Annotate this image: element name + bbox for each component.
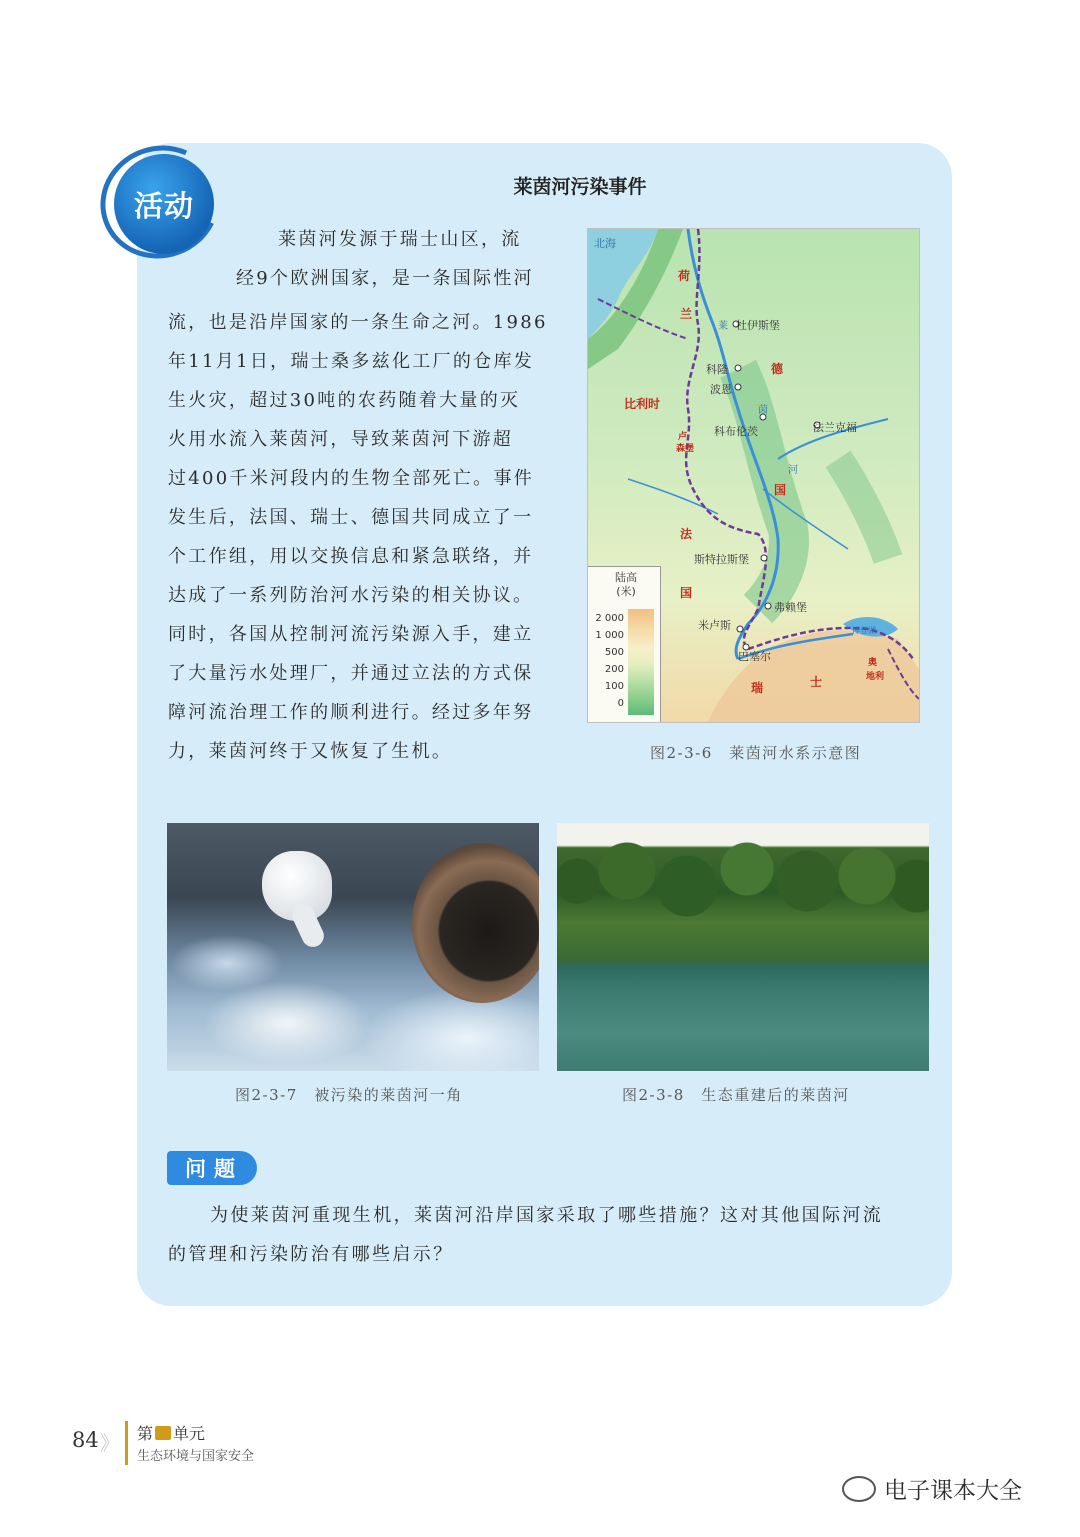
paragraph-line: 同时，各国从控制河流污染源入手，建立 xyxy=(168,624,534,645)
legend-color-bar xyxy=(628,609,654,715)
country-label: 德 xyxy=(771,362,784,376)
lake-label: 博登湖 xyxy=(852,626,876,635)
drain-pipe xyxy=(412,843,539,1003)
unit-subtitle: 生态环境与国家安全 xyxy=(137,1449,255,1464)
paragraph-line: 生火灾，超过30吨的农药随着大量的灭 xyxy=(168,390,521,411)
paragraph-line: 经9个欧洲国家，是一条国际性河 xyxy=(236,268,534,289)
country-label: 国 xyxy=(680,586,693,600)
city-label: 科布伦茨 xyxy=(714,425,758,438)
photo-caption-left: 图2-3-7 被污染的莱茵河一角 xyxy=(235,1086,463,1104)
city-label: 米卢斯 xyxy=(698,619,731,632)
paragraph-line: 达成了一系列防治河水污染的相关协议。 xyxy=(168,585,534,606)
city-label: 科隆 xyxy=(706,363,728,376)
paragraph-line: 发生后，法国、瑞士、德国共同成立了一 xyxy=(168,507,534,528)
paragraph-line: 力，莱茵河终于又恢复了生机。 xyxy=(168,741,453,762)
country-label: 兰 xyxy=(680,307,693,321)
legend-tick: 100 xyxy=(604,681,624,692)
paragraph-line: 过400千米河段内的生物全部死亡。事件 xyxy=(168,468,535,489)
activity-badge-label: 活动 xyxy=(114,154,214,254)
paragraph-line: 了大量污水处理厂，并通过立法的方式保 xyxy=(168,663,534,684)
unit-heading: 第 单元 xyxy=(137,1424,206,1443)
sea-label: 北海 xyxy=(594,237,616,250)
country-label: 森堡 xyxy=(676,444,695,454)
city-label: 波恩 xyxy=(710,383,732,396)
unit-divider xyxy=(125,1421,128,1465)
photo-caption-right: 图2-3-8 生态重建后的莱茵河 xyxy=(622,1086,850,1104)
polluted-river-photo xyxy=(167,823,539,1071)
map-caption: 图2-3-6 莱茵河水系示意图 xyxy=(650,744,862,762)
paragraph-line: 年11月1日，瑞士桑多兹化工厂的仓库发 xyxy=(168,351,535,372)
legend-title: 陆高 (米) xyxy=(615,571,637,598)
country-label: 卢 xyxy=(678,432,688,442)
paragraph-line: 莱茵河发源于瑞士山区，流 xyxy=(278,229,522,250)
question-line: 的管理和污染防治有哪些启示？ xyxy=(168,1244,454,1265)
question-line: 为使莱茵河重现生机，莱茵河沿岸国家采取了哪些措施？这对其他国际河流 xyxy=(210,1205,884,1226)
river-label: 莱 xyxy=(718,321,728,332)
activity-badge xyxy=(100,146,228,258)
page-number: 84 xyxy=(72,1428,99,1452)
rhine-map xyxy=(587,228,920,723)
restored-river-photo xyxy=(557,823,929,1071)
country-label: 地利 xyxy=(866,672,885,682)
city-label: 斯特拉斯堡 xyxy=(694,553,749,566)
city-label: 弗赖堡 xyxy=(774,601,807,614)
legend-tick: 2 000 xyxy=(595,613,624,624)
river-label: 河 xyxy=(788,465,798,476)
unit-number-block xyxy=(155,1426,171,1440)
country-label: 法 xyxy=(680,527,693,541)
paragraph-body xyxy=(168,303,548,771)
page-arrows: 》 xyxy=(100,1431,120,1455)
legend-tick: 500 xyxy=(604,647,624,658)
country-label: 瑞 xyxy=(751,681,764,695)
country-label: 比利时 xyxy=(624,397,661,411)
wechat-icon xyxy=(842,1476,876,1502)
country-label: 荷 xyxy=(678,269,691,283)
city-label: 巴塞尔 xyxy=(738,650,771,663)
legend-tick: 200 xyxy=(604,664,624,675)
tree-line xyxy=(557,841,929,971)
country-label: 士 xyxy=(810,675,823,689)
activity-title: 莱茵河污染事件 xyxy=(513,176,647,198)
city-label: 法兰克福 xyxy=(813,421,857,434)
legend-tick: 1 000 xyxy=(595,630,624,641)
watermark xyxy=(842,1472,1022,1505)
legend-tick: 0 xyxy=(617,698,624,709)
elevation-legend xyxy=(588,566,661,722)
paragraph-line: 个工作组，用以交换信息和紧急联络，并 xyxy=(168,546,534,567)
watermark-text: 电子课本大全 xyxy=(884,1478,1022,1504)
country-label: 国 xyxy=(774,483,787,497)
paragraph-line: 障河流治理工作的顺利进行。经过多年努 xyxy=(168,702,534,723)
question-label: 问题 xyxy=(167,1151,257,1185)
paragraph-line: 流，也是沿岸国家的一条生命之河。1986 xyxy=(168,312,548,333)
question-text xyxy=(168,1196,928,1274)
country-label: 奥 xyxy=(868,658,878,668)
city-label: 杜伊斯堡 xyxy=(736,319,780,332)
paragraph-line: 火用水流入莱茵河，导致莱茵河下游超 xyxy=(168,429,514,450)
river-label: 茵 xyxy=(758,405,768,416)
